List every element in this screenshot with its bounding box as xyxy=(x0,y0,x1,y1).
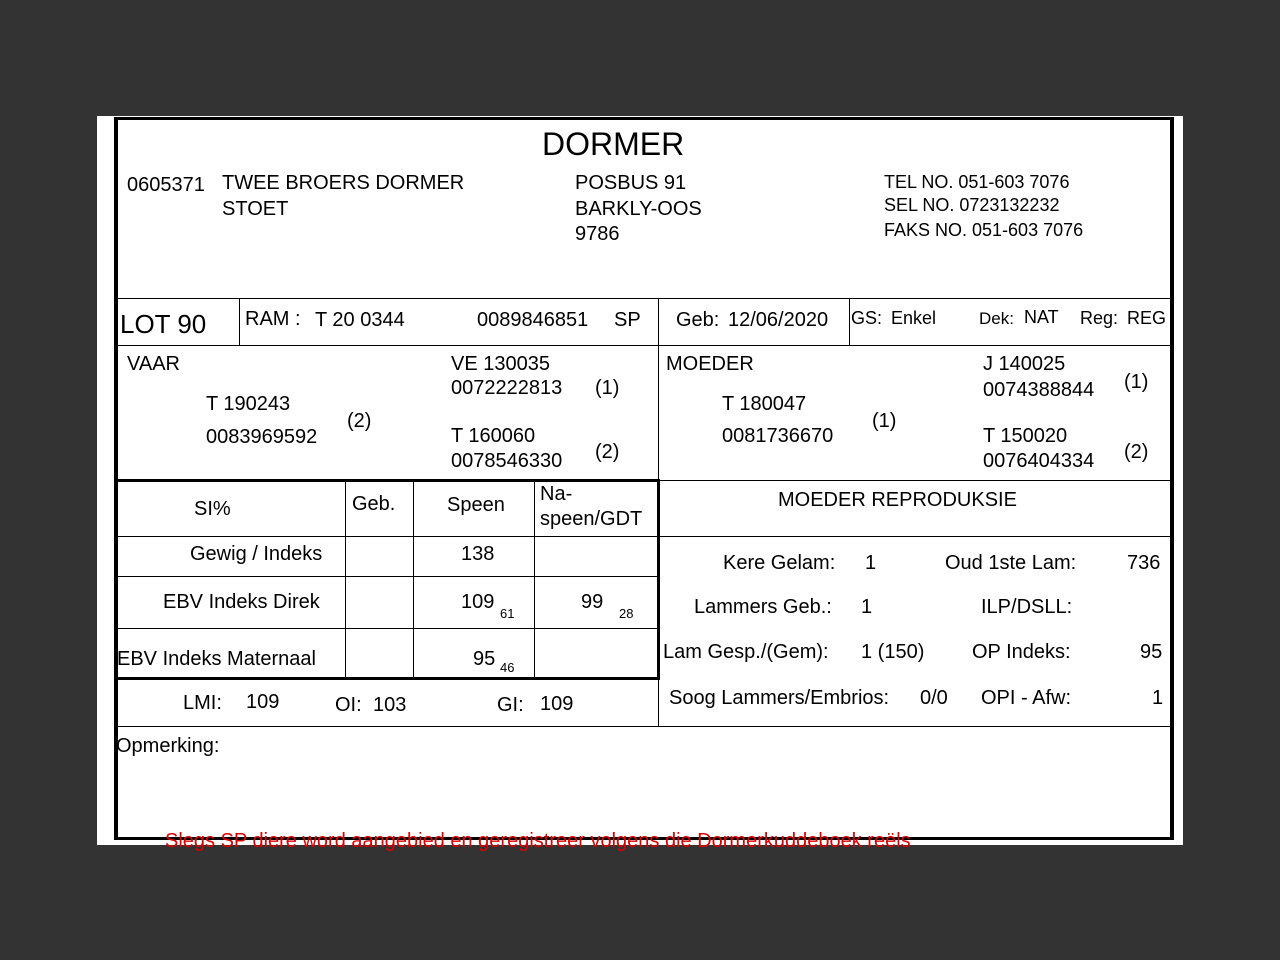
ram-label: RAM : xyxy=(245,308,301,330)
divider-geb-gs xyxy=(849,298,850,345)
divider-si-col3 xyxy=(534,480,535,678)
vaar-moeder-mark: (2) xyxy=(595,441,620,463)
dek-label: Dek: xyxy=(979,309,1014,328)
vaar-mark: (2) xyxy=(347,410,372,432)
opi-afw-value: 1 xyxy=(1152,687,1164,709)
gi-label: GI: xyxy=(497,694,524,716)
footer-note-text: Slegs SP diere word aangebied en geregistreer volgens die Dormerkuddeboek reëls xyxy=(165,830,911,852)
opi-afw-label: OPI - Afw: xyxy=(981,687,1072,709)
gi-value: 109 xyxy=(540,693,574,715)
gewig-indeks-label: Gewig / Indeks xyxy=(190,543,323,565)
oud-1ste-lam-value: 736 xyxy=(1127,552,1161,574)
gs-label: GS: xyxy=(851,308,883,328)
moeder-moeder-id: T 150020 xyxy=(983,425,1068,447)
breed-title: DORMER xyxy=(542,126,685,162)
moeder-moeder-number: 0076404334 xyxy=(983,450,1095,472)
reg-value: REG xyxy=(1127,308,1167,328)
divider-si-col1 xyxy=(345,480,346,678)
lmi-value: 109 xyxy=(246,691,280,713)
vaar-moeder-id: T 160060 xyxy=(451,425,536,447)
geb-date: 12/06/2020 xyxy=(728,309,829,331)
vaar-moeder-number: 0078546330 xyxy=(451,450,563,472)
soog-lammers-value: 0/0 xyxy=(920,687,948,709)
lammers-geb-label: Lammers Geb.: xyxy=(694,596,832,618)
sel-number: SEL NO. 0723132232 xyxy=(884,195,1060,215)
dek-value: NAT xyxy=(1024,307,1059,327)
ebv-maternaal-label: EBV Indeks Maternaal xyxy=(117,648,316,670)
ebv-direk-speen: 109 xyxy=(461,591,495,613)
divider-header xyxy=(114,298,1174,299)
address-line3: 9786 xyxy=(575,223,620,245)
address-line2: BARKLY-OOS xyxy=(575,198,702,220)
geb-label: Geb: xyxy=(676,309,720,331)
ebv-direk-label: EBV Indeks Direk xyxy=(163,591,320,613)
moeder-id: T 180047 xyxy=(722,393,807,415)
naspeen-header-line2: speen/GDT xyxy=(540,508,643,530)
ebv-maternaal-speen: 95 xyxy=(473,648,496,670)
lam-gesp-value: 1 (150) xyxy=(861,641,925,663)
address-line1: POSBUS 91 xyxy=(575,172,687,194)
ram-registration-number: 0089846851 xyxy=(477,309,589,331)
geb-header: Geb. xyxy=(352,493,396,515)
tel-number: TEL NO. 051-603 7076 xyxy=(884,172,1070,192)
reproduction-title: MOEDER REPRODUKSIE xyxy=(778,489,1017,511)
ebv-direk-speen-accuracy: 61 xyxy=(500,606,515,621)
vaar-number: 0083969592 xyxy=(206,426,318,448)
gs-value: Enkel xyxy=(891,308,937,328)
vaar-vaar-number: 0072222813 xyxy=(451,377,563,399)
reg-label: Reg: xyxy=(1080,308,1119,328)
remarks-label: Opmerking: xyxy=(116,735,220,757)
moeder-vaar-mark: (1) xyxy=(1124,371,1149,393)
stud-name-line1: TWEE BROERS DORMER xyxy=(222,172,465,194)
lammers-geb-value: 1 xyxy=(861,596,873,618)
divider-remarks xyxy=(114,726,1174,727)
moeder-number: 0081736670 xyxy=(722,425,834,447)
faks-number: FAKS NO. 051-603 7076 xyxy=(884,220,1084,240)
lot-number: LOT 90 xyxy=(120,309,207,339)
divider-pedigree-right xyxy=(660,480,1174,481)
gewig-indeks-speen: 138 xyxy=(461,543,495,565)
footer-note-clipped xyxy=(165,830,1125,852)
vaar-vaar-id: VE 130035 xyxy=(451,353,550,375)
op-indeks-label: OP Indeks: xyxy=(972,641,1071,663)
member-number: 0605371 xyxy=(127,174,205,196)
ebv-direk-naspeen-accuracy: 28 xyxy=(619,606,634,621)
naspeen-header-line1: Na- xyxy=(540,483,573,505)
divider-si-row1 xyxy=(114,576,660,577)
vaar-label: VAAR xyxy=(127,353,180,375)
vaar-id: T 190243 xyxy=(206,393,291,415)
moeder-moeder-mark: (2) xyxy=(1124,441,1149,463)
stud-name-line2: STOET xyxy=(222,198,289,220)
divider-si-header xyxy=(114,536,1174,537)
soog-lammers-label: Soog Lammers/Embrios: xyxy=(669,687,890,709)
kere-gelam-value: 1 xyxy=(865,552,877,574)
si-header: SI% xyxy=(194,498,231,520)
lam-gesp-label: Lam Gesp./(Gem): xyxy=(663,641,829,663)
kere-gelam-label: Kere Gelam: xyxy=(723,552,836,574)
lmi-label: LMI: xyxy=(183,692,222,714)
oi-label: OI: xyxy=(335,694,362,716)
oud-1ste-lam-label: Oud 1ste Lam: xyxy=(945,552,1077,574)
moeder-label: MOEDER xyxy=(666,353,754,375)
moeder-vaar-id: J 140025 xyxy=(983,353,1066,375)
divider-si-col2 xyxy=(413,480,414,678)
divider-pedigree-left xyxy=(114,479,660,482)
divider-lot xyxy=(114,345,1174,346)
ebv-direk-naspeen: 99 xyxy=(581,591,604,613)
speen-header: Speen xyxy=(447,494,505,516)
vaar-vaar-mark: (1) xyxy=(595,377,620,399)
op-indeks-value: 95 xyxy=(1140,641,1163,663)
ram-id: T 20 0344 xyxy=(315,309,405,331)
divider-lot-ram xyxy=(239,298,240,345)
divider-si-row3 xyxy=(114,677,660,680)
oi-value: 103 xyxy=(373,694,407,716)
ilp-dsll-label: ILP/DSLL: xyxy=(981,596,1073,618)
moeder-vaar-number: 0074388844 xyxy=(983,379,1095,401)
ram-sp: SP xyxy=(614,309,641,331)
divider-si-row2 xyxy=(114,628,660,629)
divider-si-right xyxy=(657,480,660,680)
moeder-mark: (1) xyxy=(872,410,897,432)
ebv-maternaal-speen-accuracy: 46 xyxy=(500,660,515,675)
